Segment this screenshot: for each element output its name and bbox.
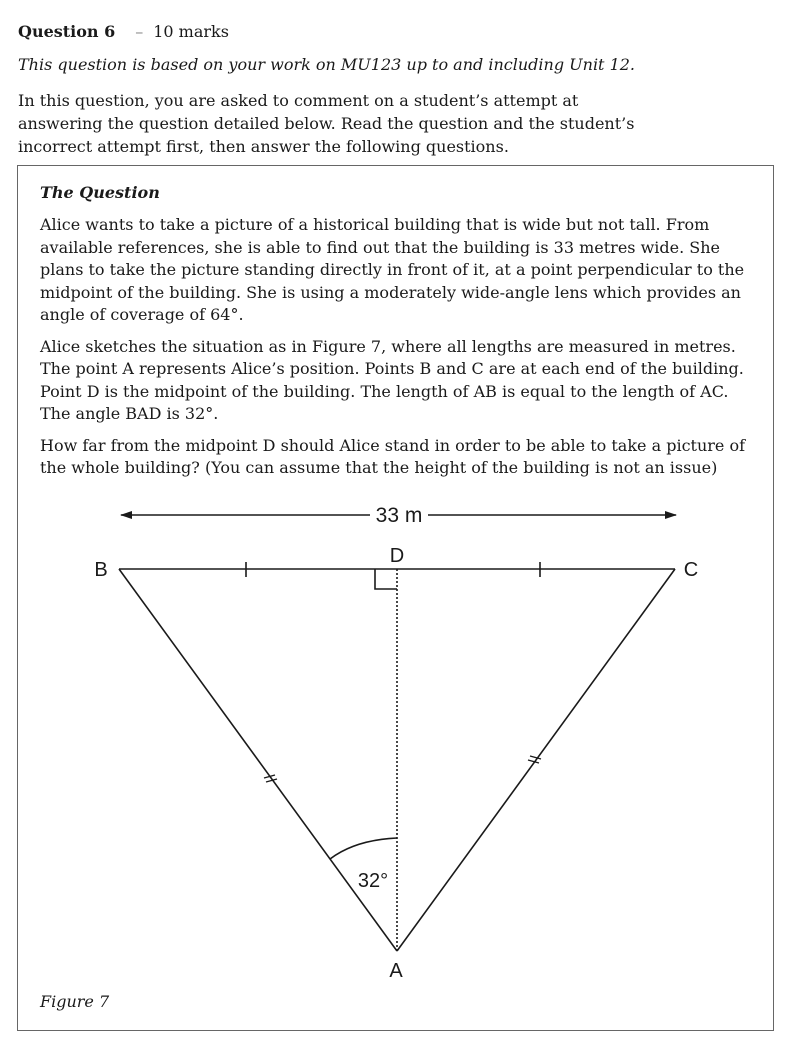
header-dash: – [135, 22, 144, 41]
question-box-title: The Question [40, 183, 160, 202]
label-b: B [94, 559, 108, 581]
label-a: A [389, 960, 403, 982]
question-title: Question 6 [18, 22, 116, 41]
question-marks: 10 marks [153, 22, 229, 41]
angle-arc [330, 838, 397, 859]
side-ac [397, 569, 675, 951]
question-paragraph-3: How far from the midpoint D should Alice stand in order to be able to take a picture of the whole building? (You can assume that the height of the building is not an issue) [40, 435, 746, 477]
intro-line-1: In this question, you are asked to comment on a student’s attempt at [18, 91, 579, 110]
intro-line-2: answering the question detailed below. Read the question and the student’s [18, 114, 635, 133]
label-c: C [683, 559, 699, 581]
angle-label: 32° [357, 870, 389, 892]
label-d: D [389, 545, 405, 567]
side-ab [119, 569, 397, 951]
question-subtitle: This question is based on your work on MU123 up to and including Unit 12. [18, 55, 636, 74]
question-paragraph-1: Alice wants to take a picture of a historical building that is wide but not tall. From available references, she is able to find out that the building is 33 metres wide. She plans to take the picture standing directly in front of it, at a point perpendicular to the midpoint of the building. She is using a moderately wide-angle lens which provides an angle of coverage of 64°. [40, 215, 745, 324]
intro-line-3: incorrect attempt first, then answer the following questions. [18, 137, 509, 156]
width-label: 33 m [375, 504, 423, 527]
question-paragraph-2: Alice sketches the situation as in Figure 7, where all lengths are measured in metres. The point A represents Alice’s position. Points B and C are at each end of the building. Point D is the midpoint of the building. The length of AB is equal to the length of AC. The angle BAD is 32°. [40, 336, 744, 423]
figure-caption: Figure 7 [40, 992, 110, 1011]
right-angle-marker [375, 569, 397, 589]
